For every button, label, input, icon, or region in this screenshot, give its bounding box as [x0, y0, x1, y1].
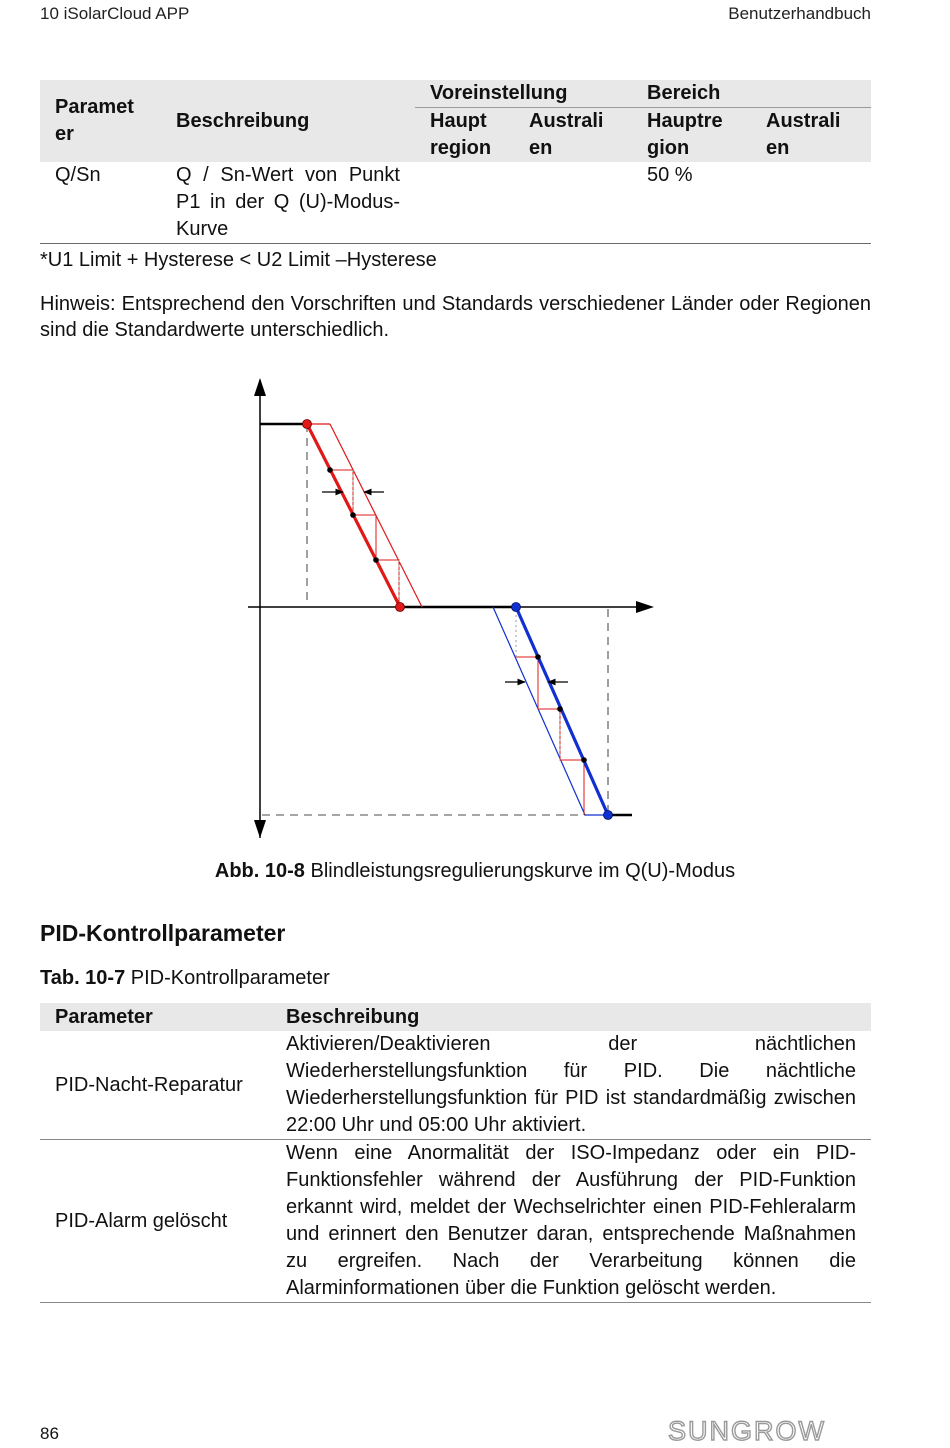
table-row — [40, 1031, 871, 1140]
hinweis-note: Hinweis: Entsprechend den Vorschriften und Standards verschiedener Länder oder Regionen sind die Standardwerte unterschiedlich. — [40, 293, 871, 341]
cell-beschreibung: Aktivieren/Deaktivieren der nächtlichen Wiederherstellungsfunktion für PID. Die nächtliche Wiederherstellungsfunktion für PID ist standardmäßig zwischen 22:00 Uhr und 05:00 Uhr aktiviert. — [271, 1031, 871, 1140]
section-title: PID-Kontrollparameter — [40, 920, 286, 946]
sungrow-logo — [668, 1415, 872, 1448]
header-parameter: Paramet er — [40, 80, 161, 162]
table-row — [40, 1140, 871, 1303]
y-axis-arrow-up-icon — [254, 378, 266, 396]
cell-parameter: Q/Sn — [40, 162, 161, 244]
figure-caption — [0, 860, 950, 883]
figure-title: Blindleistungsregulierungskurve im Q(U)-Modus — [310, 860, 736, 882]
svg-text:SUNGROW: SUNGROW — [668, 1416, 826, 1445]
red-hysteresis-curve — [303, 420, 423, 612]
blue-hysteresis-curve — [493, 603, 613, 820]
cell-range-haupt: 50 % — [632, 162, 751, 244]
sungrow-logo-icon — [668, 1415, 872, 1445]
header-beschreibung: Beschreibung — [271, 1003, 871, 1031]
cell-parameter: PID-Nacht-Reparatur — [40, 1031, 271, 1140]
header-hauptregion-range: Hauptre gion — [632, 108, 751, 163]
table-caption-text: PID-Kontrollparameter — [130, 967, 330, 989]
cell-beschreibung: Wenn eine Anormalität der ISO-Impedanz oder ein PID-Funktionsfehler während der Ausführung der PID-Funktion erkannt wird, meldet der Wechselrichter einen PID-Fehleralarm und erinnert den Benutzer daran, entsprechende Maßnahmen zu ergreifen. Nach der Verarbeitung können die Alarminformationen über die Funktion gelöscht werden. — [271, 1140, 871, 1303]
page-number: 86 — [40, 1424, 59, 1443]
x-axis-arrow-icon — [636, 601, 654, 613]
footnote: *U1 Limit + Hysterese < U2 Limit –Hysterese — [40, 249, 437, 271]
header-haupt-region: Haupt region — [415, 108, 514, 163]
header-australien-default: Australi en — [514, 108, 632, 163]
header-beschreibung: Beschreibung — [161, 80, 415, 162]
table-label: Tab. 10-7 — [40, 967, 126, 989]
pid-parameter-table — [40, 1003, 871, 1303]
table-caption — [40, 967, 330, 990]
y-axis-arrow-down-icon — [254, 820, 266, 838]
header-parameter: Parameter — [40, 1003, 271, 1031]
header-bereich: Bereich — [632, 80, 871, 108]
cell-parameter: PID-Alarm gelöscht — [40, 1140, 271, 1303]
figure-label: Abb. 10-8 — [214, 860, 305, 882]
cell-beschreibung: Q / Sn-Wert von Punkt P1 in der Q (U)-Modus-Kurve — [161, 162, 415, 244]
header-voreinstellung: Voreinstellung — [415, 80, 632, 108]
header-australien-range: Australi en — [751, 108, 871, 163]
running-header-right: Benutzerhandbuch — [728, 4, 871, 23]
running-header-left: 10 iSolarCloud APP — [40, 4, 190, 23]
